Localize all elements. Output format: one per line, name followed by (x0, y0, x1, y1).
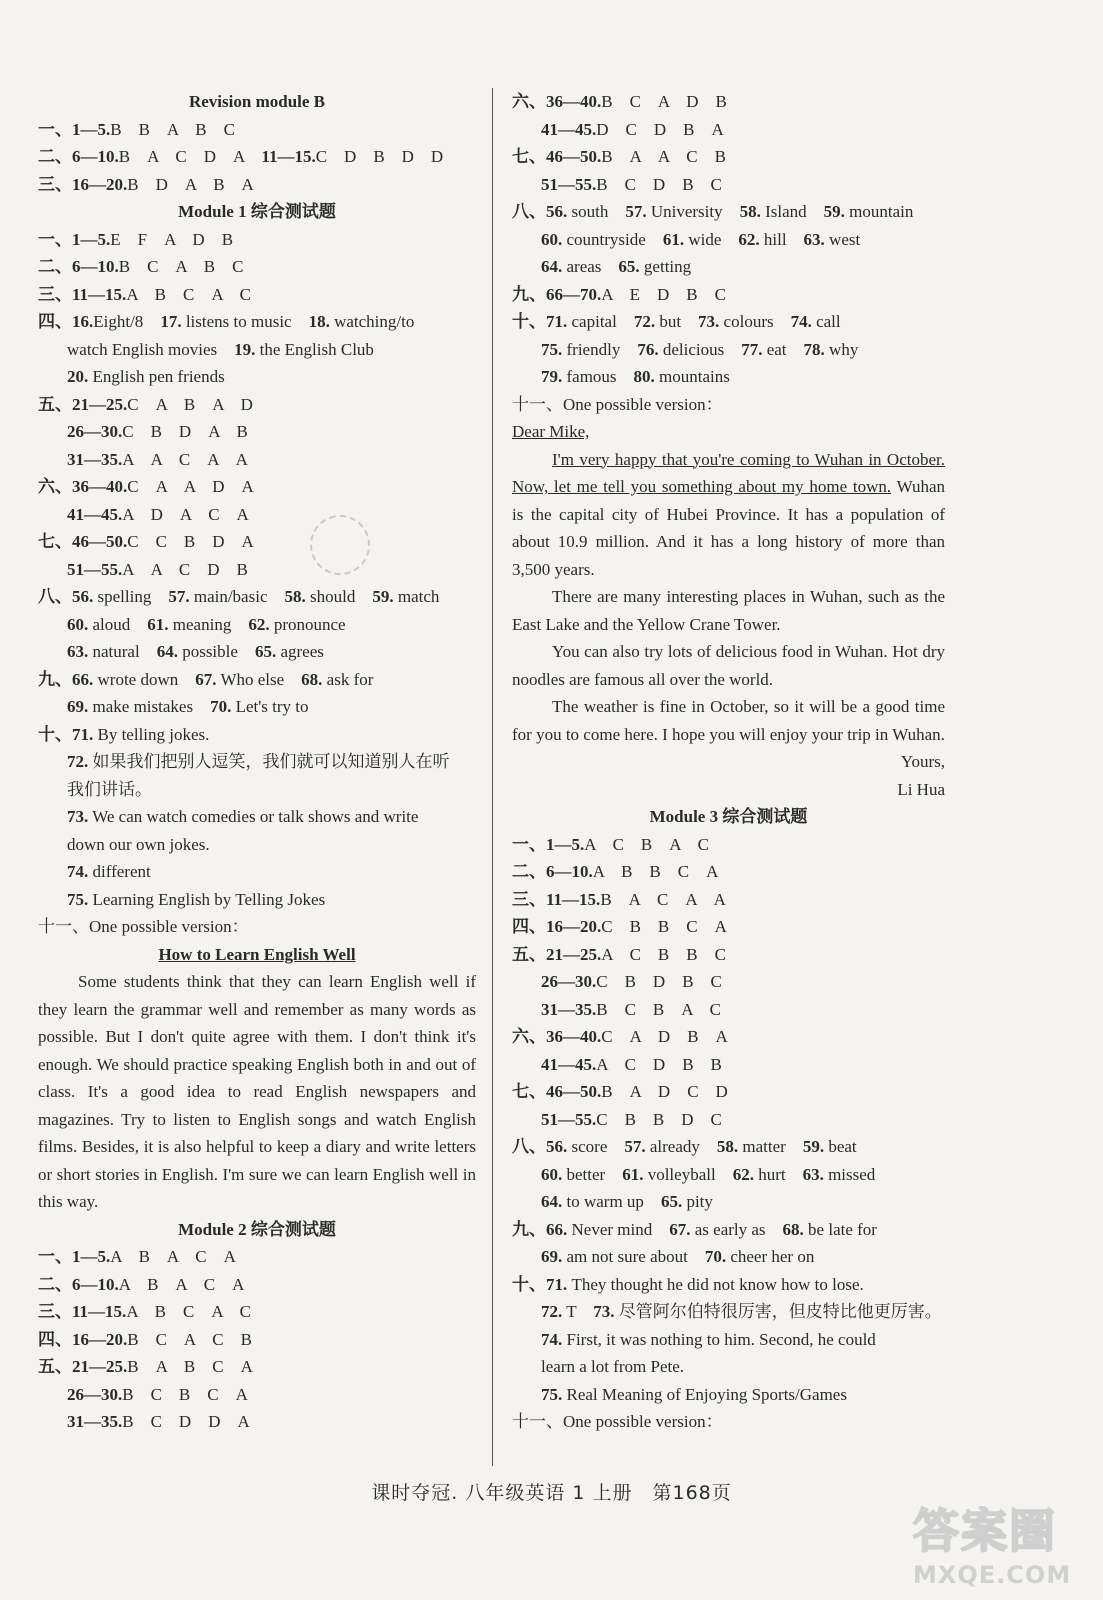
answer-line: 20. English pen friends (67, 367, 225, 386)
answer-line: 三、11—15.B A C A A (512, 889, 726, 909)
answer-line: 41—45.D C D B A (541, 119, 724, 139)
section-heading-module-2: Module 2 综合测试题 (178, 1219, 336, 1239)
watermark-logo-text: 答案圈 (913, 1504, 1057, 1558)
section-heading-revision-module-b: Revision module B (188, 92, 326, 111)
answer-line: 三、11—15.A B C A C (38, 284, 252, 304)
answer-line: 八、56. south 57. University 58. Island 59. mountain (512, 202, 914, 221)
answer-line: 69. am not sure about 70. cheer her on (541, 1247, 815, 1266)
answer-line: 九、66—70.A E D B C (512, 284, 726, 304)
answer-line: 64. areas 65. getting (541, 257, 692, 276)
page-footer: 课时夺冠. 八年级英语 1 上册 第168页 (371, 1482, 732, 1504)
answer-line: 31—35.A A C A A (67, 449, 248, 469)
answer-line: 63. natural 64. possible 65. agrees (67, 642, 324, 661)
watermark-url-text: MXQE.COM (913, 1561, 1072, 1589)
answer-line: 我们讲话。 (67, 779, 152, 799)
answer-line: 75. Real Meaning of Enjoying Sports/Games (541, 1384, 847, 1404)
essay-body: Some students think that they can learn English well if they learn the grammar well and remember as many words as possible. But I don't quite agree with them. I don't think it's enough. We should practice speaking English both in and out of class. It's a good idea to read English newspapers and magazines. Try to listen to English songs and watch English films. Besides, it is also helpful to keep a diary and write letters or short stories in English. I'm sure we can learn English well in this way. (38, 972, 476, 1211)
answer-line: 73. We can watch comedies or talk shows and write (67, 807, 419, 826)
answer-line: 二、6—10.B C A B C (38, 257, 244, 276)
answer-line: 六、36—40.B C A D B (512, 92, 727, 111)
letter-greeting: Dear Mike, (512, 422, 590, 441)
answer-line: 74. First, it was nothing to him. Second, he could (541, 1329, 876, 1349)
answer-line: 69. make mistakes 70. Let's try to (67, 697, 309, 716)
letter-body: I'm very happy that you're coming to Wuhan in October. Now, let me tell you something about my home town. Wuhan is the capital city of Hubei Province. It has a population of about 10.9 million. And it has a long history of more than 3,500 years. There are many interesting places in Wuhan, such as the East Lake and the Yellow Crane Tower. You can also try lots of delicious food in Wuhan. Hot dry noodles are famous all over the world. The weather is fine in October, so it will be a good time for you to come here. I hope you will enjoy your trip in Wuhan. (512, 449, 945, 744)
answer-line: 二、6—10.B A C D A 11—15.C D B D D (38, 147, 444, 166)
answer-line: 九、66. Never mind 67. as early as 68. be late for (512, 1219, 877, 1239)
answer-line: 64. to warm up 65. pity (541, 1192, 713, 1211)
answer-line: 一、1—5.A C B A C (512, 834, 709, 854)
answer-line: 九、66. wrote down 67. Who else 68. ask for (38, 669, 374, 689)
letter-signature: Li Hua (897, 779, 945, 799)
answer-line: 八、56. score 57. already 58. matter 59. beat (512, 1137, 857, 1156)
answer-line: 十、71. By telling jokes. (38, 724, 210, 744)
answer-line: 三、16—20.B D A B A (38, 174, 254, 194)
answer-line: 60. better 61. volleyball 62. hurt 63. missed (541, 1164, 876, 1184)
answer-line: 41—45.A C D B B (541, 1054, 722, 1074)
answer-line: 四、16—20.B C A C B (38, 1329, 252, 1349)
answer-line: 五、21—25.C A B A D (38, 394, 253, 414)
answer-line: 七、46—50.B A D C D (512, 1082, 728, 1101)
answer-line: 五、21—25.A C B B C (512, 944, 726, 964)
answer-line: 二、6—10.A B B C A (512, 862, 719, 881)
section-heading-module-3: Module 3 综合测试题 (649, 807, 808, 826)
answer-line: 一、1—5.E F A D B (38, 229, 234, 249)
answer-line: 72. T 73. 尽管阿尔伯特很厉害，但皮特比他更厉害。 (541, 1302, 942, 1321)
answer-line: 四、16.Eight/8 17. listens to music 18. watching/to (38, 312, 415, 331)
answer-line: down our own jokes. (67, 834, 210, 854)
answer-line: 31—35.B C B A C (541, 999, 721, 1019)
answer-line: 十一、One possible version： (38, 917, 249, 936)
answer-line: 26—30.C B D A B (67, 422, 248, 441)
answer-line: 51—55.B C D B C (541, 174, 722, 194)
answer-line: 26—30.B C B C A (67, 1384, 248, 1404)
answer-line: 十一、One possible version： (512, 394, 723, 414)
answer-line: 75. friendly 76. delicious 77. eat 78. why (541, 339, 859, 359)
answer-line: 三、11—15.A B C A C (38, 1302, 252, 1321)
site-watermark-logo (913, 1495, 1083, 1590)
left-column (38, 88, 476, 1436)
answer-line: learn a lot from Pete. (541, 1357, 685, 1376)
answer-line: 七、46—50.C C B D A (38, 532, 254, 551)
answer-line: 26—30.C B D B C (541, 972, 722, 991)
answer-line: 五、21—25.B A B C A (38, 1357, 253, 1376)
answer-line: 一、1—5.B B A B C (38, 119, 235, 139)
answer-line: 60. aloud 61. meaning 62. pronounce (67, 614, 346, 634)
essay-title: How to Learn English Well (158, 944, 356, 964)
answer-line: 60. countryside 61. wide 62. hill 63. west (541, 229, 861, 249)
answer-line: 七、46—50.B A A C B (512, 147, 726, 166)
answer-line: 72. 如果我们把别人逗笑，我们就可以知道别人在听 (67, 752, 450, 771)
answer-line: 六、36—40.C A A D A (38, 477, 254, 496)
answer-line: 41—45.A D A C A (67, 504, 249, 524)
answer-line: 一、1—5.A B A C A (38, 1247, 236, 1266)
answer-line: 四、16—20.C B B C A (512, 917, 727, 936)
answer-line: 十、71. They thought he did not know how to lose. (512, 1274, 864, 1294)
answer-line: 十一、One possible version： (512, 1412, 723, 1431)
answer-line: watch English movies 19. the English Club (67, 339, 374, 359)
letter-closing: Yours, (900, 752, 945, 771)
answer-line: 75. Learning English by Telling Jokes (67, 889, 326, 909)
section-heading-module-1: Module 1 综合测试题 (178, 202, 336, 221)
column-divider (492, 88, 493, 1466)
answer-line: 六、36—40.C A D B A (512, 1027, 728, 1046)
answer-line: 74. different (67, 862, 151, 881)
right-column (512, 88, 945, 1436)
answer-line: 31—35.B C D D A (67, 1412, 250, 1431)
answer-line: 79. famous 80. mountains (541, 367, 730, 386)
answer-line: 八、56. spelling 57. main/basic 58. should 59. match (38, 587, 440, 606)
answer-line: 51—55.C B B D C (541, 1109, 722, 1129)
answer-line: 二、6—10.A B A C A (38, 1274, 245, 1294)
answer-line: 51—55.A A C D B (67, 559, 248, 579)
answer-line: 十、71. capital 72. but 73. colours 74. call (512, 312, 841, 331)
